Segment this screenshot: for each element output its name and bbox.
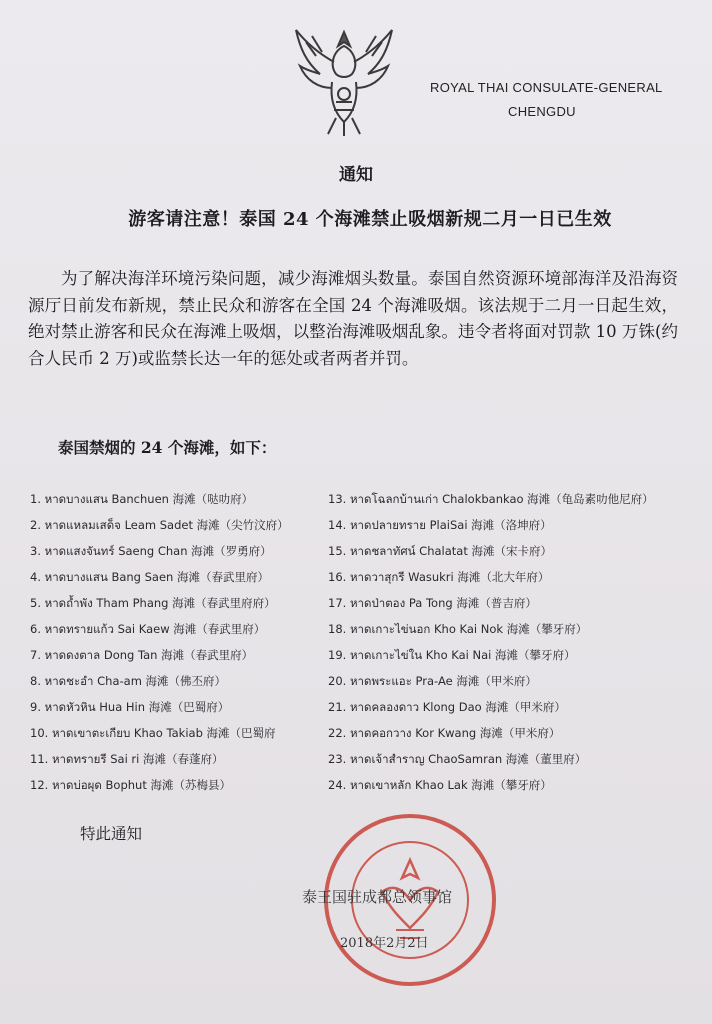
consulate-city-line: CHENGDU — [508, 104, 576, 119]
beach-item: 5. หาดถ้ำพัง Tham Phang 海滩（春武里府府） — [30, 596, 276, 610]
beach-item: 10. หาดเขาตะเกียบ Khao Takiab 海滩（巴蜀府 — [30, 726, 276, 740]
closing-note: 特此通知 — [80, 825, 143, 843]
beach-item: 11. หาดทรายรี Sai ri 海滩（春蓬府） — [30, 752, 224, 766]
beach-item: 18. หาดเกาะไข่นอก Kho Kai Nok 海滩（攀牙府） — [328, 622, 588, 636]
beach-item: 6. หาดทรายแก้ว Sai Kaew 海滩（春武里府） — [30, 622, 266, 636]
beach-item: 7. หาดดงตาล Dong Tan 海滩（春武里府） — [30, 648, 254, 662]
beach-item: 2. หาดแหลมเสด็จ Leam Sadet 海滩（尖竹汶府） — [30, 518, 289, 532]
consulate-name-line: ROYAL THAI CONSULATE-GENERAL — [430, 80, 663, 95]
consulate-letterhead — [430, 76, 690, 124]
beach-item: 15. หาดชลาทัศน์ Chalatat 海滩（宋卡府） — [328, 544, 552, 558]
beach-item: 17. หาดป่าตอง Pa Tong 海滩（普吉府） — [328, 596, 537, 610]
issue-date: 2018年2月2日 — [340, 936, 429, 951]
beach-item: 24. หาดเขาหลัก Khao Lak 海滩（攀牙府） — [328, 778, 552, 792]
beach-list-heading: 泰国禁烟的 24 个海滩，如下： — [58, 438, 277, 457]
beach-item: 20. หาดพระแอะ Pra-Ae 海滩（甲米府） — [328, 674, 537, 688]
body-paragraph: 为了解决海洋环境污染问题，减少海滩烟头数量。泰国自然资源环境部海洋及沿海资源厅日前发布新规，禁止民众和游客在全国 24 个海滩吸烟。该法规于二月一日起生效，绝对禁止游客和民众在海滩上吸烟，以整治海滩吸烟乱象。违令者将面对罚款 10 万铢(约合人民币 2 万)或监禁长达一年的惩处或者两者并罚。 — [28, 269, 678, 368]
beach-item: 13. หาดโฉลกบ้านเก่า Chalokbankao 海滩（龟岛素叻他尼府） — [328, 492, 654, 506]
beach-item: 1. หาดบางแสน Banchuen 海滩（哒叻府） — [30, 492, 254, 506]
beach-item: 9. หาดหัวหิน Hua Hin 海滩（巴蜀府） — [30, 700, 230, 714]
beach-item: 23. หาดเจ้าสำราญ ChaoSamran 海滩（董里府） — [328, 752, 587, 766]
beach-item: 4. หาดบางแสน Bang Saen 海滩（春武里府） — [30, 570, 270, 584]
beach-list-left — [30, 486, 289, 798]
beach-item: 19. หาดเกาะไข่ใน Kho Kai Nai 海滩（攀牙府） — [328, 648, 576, 662]
beach-item: 22. หาดคอกวาง Kor Kwang 海滩（甲米府） — [328, 726, 561, 740]
beach-item: 16. หาดวาสุกรี Wasukri 海滩（北大年府） — [328, 570, 550, 584]
beach-item: 21. หาดคลองดาว Klong Dao 海滩（甲米府） — [328, 700, 566, 714]
beach-list-right — [328, 486, 654, 798]
notice-title: 通知 — [339, 165, 373, 185]
signatory: 泰王国驻成都总领事馆 — [302, 888, 453, 906]
garuda-emblem-icon — [286, 22, 402, 140]
beach-item: 12. หาดบ่อผุด Bophut 海滩（苏梅县） — [30, 778, 231, 792]
beach-item: 8. หาดชะอำ Cha-am 海滩（佛丕府） — [30, 674, 227, 688]
headline: 游客请注意！泰国 24 个海滩禁止吸烟新规二月一日已生效 — [128, 209, 612, 230]
beach-item: 14. หาดปลายทราย PlaiSai 海滩（洛坤府） — [328, 518, 552, 532]
beach-item: 3. หาดแสงจันทร์ Saeng Chan 海滩（罗勇府） — [30, 544, 272, 558]
